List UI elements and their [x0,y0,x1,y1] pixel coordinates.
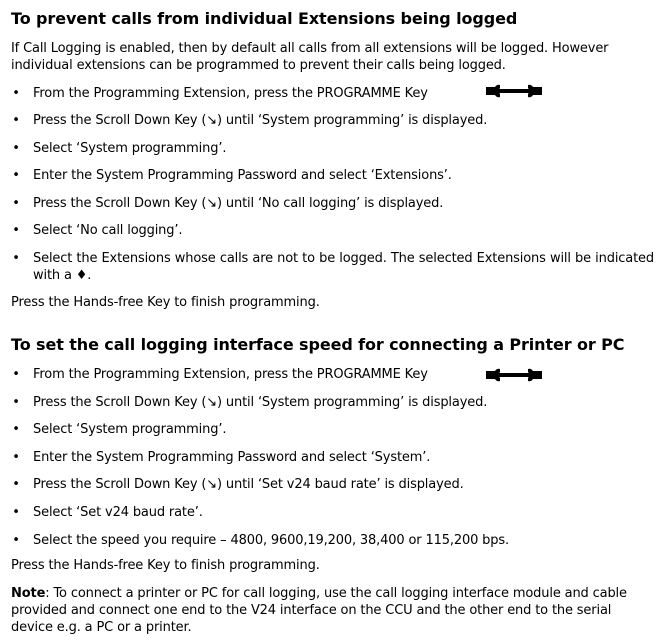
list-item [11,449,654,466]
bullet-dot: • [12,196,20,211]
step-text: Select ‘System programming’. [33,141,227,156]
list-item [11,394,654,411]
note-text: : To connect a printer or PC for call logging, use the call logging interface module and cable provided and connect one end to the V24 interface on the CCU and the other end to the serial device e.g. a PC or a printer. [11,586,627,635]
bullet-dot: • [12,422,20,437]
step-text: Select the speed you require – 4800, 9600,19,200, 38,400 or 115,200 bps. [33,533,509,548]
bullet-dot: • [12,168,20,183]
list-item [11,504,654,521]
step-text: Press the Scroll Down Key (↘) until ‘System programming’ is displayed. [33,113,488,128]
step-text: Press the Scroll Down Key (↘) until ‘System programming’ is displayed. [33,395,488,410]
bullet-dot: • [12,86,20,101]
bullet-dot: • [12,477,20,492]
step-text: Select the Extensions whose calls are not to be logged. The selected Extensions will be indicated with a ♦. [33,251,654,283]
step-text: Select ‘No call logging’. [33,223,183,238]
step-text: Enter the System Programming Password and select ‘System’. [33,450,431,465]
list-item [11,421,654,438]
wrench-icon [486,84,542,98]
intro-paragraph: If Call Logging is enabled, then by default all calls from all extensions will be logged. However individual extensions can be programmed to prevent their calls being logged. [11,41,609,73]
bullet-dot: • [12,251,20,266]
step-text: Enter the System Programming Password and select ‘Extensions’. [33,168,452,183]
bullet-dot: • [12,223,20,238]
bullet-dot: • [12,450,20,465]
section-heading-interface-speed: To set the call logging interface speed for connecting a Printer or PC [11,335,625,354]
bullet-dot: • [12,367,20,382]
step-text: Select ‘Set v24 baud rate’. [33,505,203,520]
finish-instruction: Press the Hands-free Key to finish programming. [11,558,320,573]
list-item [11,222,654,239]
list-item [11,476,654,493]
list-item [11,250,654,284]
section-heading-prevent-logging: To prevent calls from individual Extensions being logged [11,9,518,28]
list-item [11,140,654,157]
step-text: Select ‘System programming’. [33,422,227,437]
bullet-dot: • [12,395,20,410]
step-text: Press the Scroll Down Key (↘) until ‘Set v24 baud rate’ is displayed. [33,477,464,492]
step-text: Press the Scroll Down Key (↘) until ‘No call logging’ is displayed. [33,196,444,211]
list-item [11,366,654,383]
note-label: Note [11,586,46,601]
bullet-dot: • [12,505,20,520]
list-item [11,167,654,184]
bullet-dot: • [12,533,20,548]
list-item [11,112,654,129]
note-paragraph [11,585,654,636]
bullet-dot: • [12,113,20,128]
wrench-icon [486,368,542,382]
list-item [11,85,654,102]
list-item [11,195,654,212]
step-text: From the Programming Extension, press the PROGRAMME Key [33,86,428,101]
step-text: From the Programming Extension, press the PROGRAMME Key [33,367,428,382]
finish-instruction: Press the Hands-free Key to finish programming. [11,295,320,310]
bullet-dot: • [12,141,20,156]
list-item [11,532,654,549]
